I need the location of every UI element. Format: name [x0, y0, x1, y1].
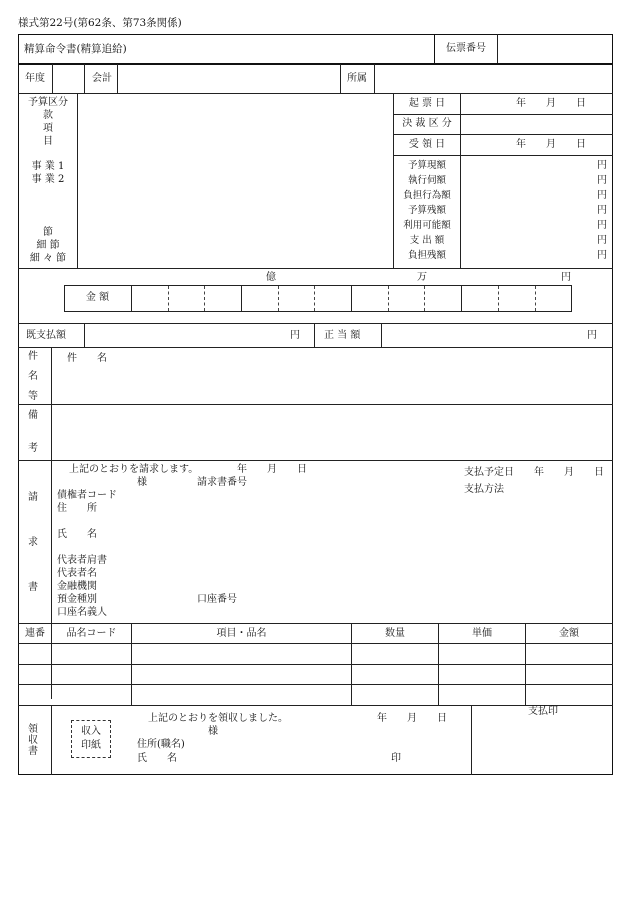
creditor-code-label: 債権者コード	[57, 490, 117, 501]
receipt-statement: 上記のとおりを領収しました。	[148, 713, 288, 724]
request-statement: 上記のとおりを請求します。	[69, 464, 199, 475]
divider	[471, 705, 472, 775]
budget-label: 款	[43, 110, 53, 121]
digit-divider	[424, 286, 425, 311]
subject-side-label: 名	[28, 371, 38, 382]
receipt-date-label: 受 領 日	[408, 139, 446, 150]
receipt-name-label: 氏 名	[137, 753, 177, 764]
subject-side-label: 等	[28, 391, 38, 402]
divider	[340, 64, 341, 93]
budget-label: 細 節	[36, 240, 60, 251]
seal-mark: 印	[391, 753, 401, 764]
subject-field[interactable]	[120, 350, 610, 402]
divider	[497, 34, 498, 64]
budget-label: 事 業 1	[31, 161, 65, 172]
rep-title-label: 代表者肩書	[57, 555, 107, 566]
draft-date-label: 起 票 日	[408, 98, 446, 109]
amount-label: 執行伺額	[407, 175, 446, 186]
account-label: 会計	[92, 73, 112, 84]
account-field[interactable]	[118, 65, 339, 92]
digit-divider	[204, 286, 205, 311]
paid-amount-label: 既支払額	[26, 330, 66, 341]
budget-label: 目	[43, 136, 53, 147]
rep-name-label: 代表者名	[57, 568, 97, 579]
divider	[18, 268, 613, 269]
column-header: 連番	[25, 628, 45, 639]
draft-date-value[interactable]: 年 月 日	[516, 98, 586, 109]
yen-unit: 円	[597, 175, 607, 186]
divider	[314, 323, 315, 347]
yen-unit: 円	[597, 160, 607, 171]
form-number: 様式第22号(第62条、第73条関係)	[18, 17, 182, 29]
column-header: 金額	[559, 628, 579, 639]
voucher-label: 伝票番号	[446, 43, 486, 54]
divider	[18, 705, 613, 706]
sama-label: 様	[137, 477, 147, 488]
column-header: 単価	[472, 628, 492, 639]
divider	[434, 34, 435, 64]
receipt-side-label: 領	[28, 724, 38, 735]
budget-code-field[interactable]	[78, 94, 392, 267]
column-header: 品名コード	[66, 628, 117, 639]
receipt-side-label: 収	[28, 735, 38, 746]
divider	[51, 705, 52, 775]
divider	[393, 134, 613, 135]
budget-label: 事 業 2	[31, 174, 65, 185]
invoice-number-label: 請求書番号	[197, 477, 247, 488]
request-side-label: 書	[28, 582, 38, 593]
sama-label: 様	[208, 726, 218, 737]
proper-amount-label: 正 当 額	[324, 330, 361, 341]
table-row[interactable]	[19, 685, 612, 704]
amount-label: 利用可能額	[403, 220, 451, 231]
payment-date-label: 支払予定日	[464, 467, 514, 478]
approval-type-field[interactable]	[461, 115, 611, 133]
deposit-type-label: 預金種別	[57, 594, 97, 605]
revenue-stamp-label: 印紙	[81, 740, 101, 751]
paid-amount-field[interactable]	[85, 324, 313, 346]
receipt-side-label: 書	[28, 746, 38, 757]
table-row[interactable]	[19, 665, 612, 683]
yen-unit: 円	[597, 190, 607, 201]
remarks-side-label: 備	[28, 410, 38, 421]
divider	[18, 460, 613, 461]
department-field[interactable]	[375, 65, 611, 92]
yen-unit: 円	[290, 330, 300, 341]
column-header: 数量	[385, 628, 405, 639]
divider	[18, 623, 613, 624]
divider	[393, 155, 613, 156]
amount-digit-box[interactable]	[64, 285, 572, 312]
digit-divider	[535, 286, 536, 311]
column-header: 項目・品名	[216, 628, 267, 639]
amount-label: 支 出 額	[409, 235, 445, 246]
digit-divider	[498, 286, 499, 311]
budget-label: 細 々 節	[29, 253, 67, 264]
amount-label: 金 額	[85, 292, 110, 303]
address-label: 住 所	[57, 503, 97, 514]
digit-divider	[278, 286, 279, 311]
payment-method-label: 支払方法	[464, 484, 504, 495]
fiscal-year-label: 年度	[25, 73, 45, 84]
remarks-side-label: 考	[28, 443, 38, 454]
request-side-label: 請	[28, 492, 38, 503]
payment-date-value[interactable]: 年 月 日	[534, 467, 604, 478]
yen-unit: 円	[561, 272, 571, 283]
voucher-number-field[interactable]	[499, 36, 609, 62]
oku-unit: 億	[266, 272, 276, 283]
digit-divider	[388, 286, 389, 311]
yen-unit: 円	[597, 250, 607, 261]
account-holder-label: 口座名義人	[57, 607, 107, 618]
payment-seal-label: 支払印	[528, 706, 558, 717]
yen-unit: 円	[597, 220, 607, 231]
divider	[84, 64, 85, 93]
request-side-label: 求	[28, 537, 38, 548]
divider	[461, 285, 462, 312]
revenue-stamp-label: 収入	[81, 726, 101, 737]
budget-label: 節	[43, 227, 53, 238]
man-unit: 万	[417, 272, 427, 283]
receipt-date-value[interactable]: 年 月 日	[516, 139, 586, 150]
subject-side-label: 件	[28, 351, 38, 362]
receipt-address-label: 住所(職名)	[137, 739, 185, 750]
amount-label: 負担残額	[407, 250, 446, 261]
remarks-field[interactable]	[53, 406, 610, 458]
proper-amount-field[interactable]	[382, 324, 611, 346]
receipt-date[interactable]: 年 月 日	[377, 713, 447, 724]
department-label: 所属	[347, 73, 367, 84]
amount-label: 予算現額	[407, 160, 446, 171]
budget-label: 予算区分	[28, 97, 68, 108]
yen-unit: 円	[597, 235, 607, 246]
account-number-label: 口座番号	[197, 594, 237, 605]
divider	[241, 285, 242, 312]
fiscal-year-field[interactable]	[53, 65, 83, 92]
budget-label: 項	[43, 123, 53, 134]
amount-label: 予算残額	[407, 205, 446, 216]
name-label: 氏 名	[57, 529, 97, 540]
divider	[131, 285, 132, 312]
yen-unit: 円	[597, 205, 607, 216]
divider	[18, 404, 613, 405]
table-row[interactable]	[19, 644, 612, 663]
bank-label: 金融機関	[57, 581, 97, 592]
request-date[interactable]: 年 月 日	[237, 464, 307, 475]
form-title: 精算命令書(精算追給)	[24, 43, 127, 55]
approval-type-label: 決 裁 区 分	[402, 118, 452, 129]
yen-unit: 円	[587, 330, 597, 341]
divider	[351, 285, 352, 312]
amount-label: 負担行為額	[403, 190, 451, 201]
payment-seal-field[interactable]	[473, 720, 611, 773]
digit-divider	[314, 286, 315, 311]
subject-label: 件 名	[67, 353, 107, 364]
digit-divider	[168, 286, 169, 311]
divider	[18, 347, 613, 348]
